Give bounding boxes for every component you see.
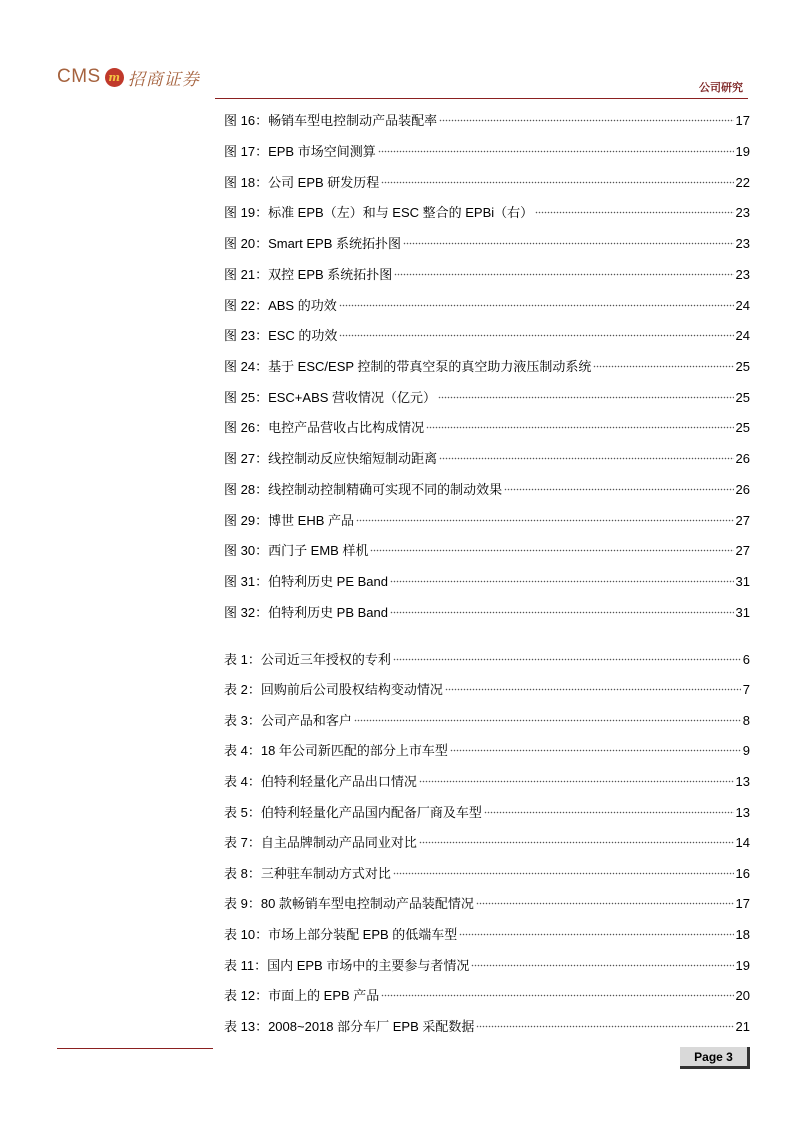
dot-leader (471, 950, 733, 970)
dot-leader (390, 566, 734, 586)
toc-entry-page: 18 (735, 927, 750, 942)
toc-entry-table[interactable] (224, 705, 750, 728)
toc-entry-page: 21 (735, 1019, 750, 1034)
toc-entry-table[interactable] (224, 1011, 750, 1034)
toc-entry-page: 24 (735, 298, 750, 313)
section-label: 公司研究 (699, 82, 743, 94)
logo-latin-text: CMS (57, 66, 101, 87)
toc-entry-label: 表 3：公司产品和客户 (224, 713, 352, 728)
toc-entry-page: 6 (742, 652, 750, 667)
toc-entry-label: 表 11：国内 EPB 市场中的主要参与者情况 (224, 958, 470, 973)
toc-entry-page: 23 (735, 236, 750, 251)
toc-entry-figure[interactable] (224, 228, 750, 251)
toc-entry-table[interactable] (224, 674, 750, 697)
toc-entry-label: 表 7：自主品牌制动产品同业对比 (224, 835, 417, 850)
dot-leader (393, 858, 734, 878)
toc-entry-label: 图 18：公司 EPB 研发历程 (224, 175, 380, 190)
toc-entry-page: 25 (735, 420, 750, 435)
toc-entry-figure[interactable] (224, 167, 750, 190)
toc-entry-label: 图 30：西门子 EMB 样机 (224, 543, 369, 558)
toc-entry-figure[interactable] (224, 566, 750, 589)
toc-entry-page: 16 (735, 866, 750, 881)
dot-leader (439, 443, 733, 463)
toc-entry-figure[interactable] (224, 474, 750, 497)
toc-entry-page: 14 (735, 835, 750, 850)
dot-leader (593, 351, 733, 371)
toc-entry-page: 8 (742, 713, 750, 728)
toc-entry-label: 图 21：双控 EPB 系统拓扑图 (224, 267, 393, 282)
toc-entry-label: 图 28：线控制动控制精确可实现不同的制动效果 (224, 482, 503, 497)
toc-entry-label: 图 25：ESC+ABS 营收情况（亿元） (224, 390, 437, 405)
dot-leader (339, 320, 733, 340)
toc-entry-page: 23 (735, 205, 750, 220)
toc-entry-table[interactable] (224, 735, 750, 758)
toc-entry-label: 图 20：Smart EPB 系统拓扑图 (224, 236, 401, 251)
dot-leader (445, 674, 741, 694)
toc-entry-table[interactable] (224, 919, 750, 942)
toc-entry-table[interactable] (224, 827, 750, 850)
toc-entry-label: 表 4：18 年公司新匹配的部分上市车型 (224, 743, 448, 758)
toc-entry-label: 图 24：基于 ESC/ESP 控制的带真空泵的真空助力液压制动系统 (224, 359, 592, 374)
page-number-badge: Page 3 (680, 1047, 750, 1069)
toc-entry-page: 13 (735, 774, 750, 789)
logo-chinese-text: 招商证券 (127, 69, 200, 90)
toc-entry-label: 图 19：标准 EPB（左）和与 ESC 整合的 EPBi（右） (224, 205, 534, 220)
toc-entry-label: 表 5：伯特利轻量化产品国内配备厂商及车型 (224, 805, 482, 820)
toc-entry-label: 图 17：EPB 市场空间测算 (224, 144, 376, 159)
toc-entry-label: 图 31：伯特利历史 PE Band (224, 574, 388, 589)
toc-entry-page: 25 (735, 390, 750, 405)
toc-entry-label: 表 8：三种驻车制动方式对比 (224, 866, 391, 881)
dot-leader (439, 105, 733, 125)
toc-entry-page: 24 (735, 328, 750, 343)
toc-entry-figure[interactable] (224, 505, 750, 528)
toc-entry-label: 表 1：公司近三年授权的专利 (224, 652, 391, 667)
dot-leader (381, 167, 733, 187)
toc-entry-figure[interactable] (224, 535, 750, 558)
dot-leader (393, 644, 741, 664)
toc-entry-table[interactable] (224, 950, 750, 973)
toc-entry-label: 图 22：ABS 的功效 (224, 298, 337, 313)
toc-entry-page: 31 (735, 574, 750, 589)
dot-leader (356, 505, 734, 525)
dot-leader (378, 136, 734, 156)
dot-leader (354, 705, 741, 725)
toc-entry-figure[interactable] (224, 597, 750, 620)
dot-leader (390, 597, 734, 617)
toc-entry-page: 17 (735, 113, 750, 128)
toc-entry-table[interactable] (224, 888, 750, 911)
dot-leader (459, 919, 733, 939)
toc-entry-label: 表 2：回购前后公司股权结构变动情况 (224, 682, 443, 697)
toc-entry-figure[interactable] (224, 259, 750, 282)
toc-entry-page: 7 (742, 682, 750, 697)
toc-entry-table[interactable] (224, 766, 750, 789)
toc-entry-page: 19 (735, 958, 750, 973)
toc-entry-label: 表 4：伯特利轻量化产品出口情况 (224, 774, 417, 789)
toc-entry-label: 表 13：2008~2018 部分车厂 EPB 采配数据 (224, 1019, 475, 1034)
cms-logo (57, 64, 200, 90)
toc-entry-page: 23 (735, 267, 750, 282)
toc-entry-label: 图 32：伯特利历史 PB Band (224, 605, 388, 620)
toc-entry-page: 31 (735, 605, 750, 620)
toc-entry-table[interactable] (224, 858, 750, 881)
toc-entry-figure[interactable] (224, 412, 750, 435)
footer-divider (57, 1048, 213, 1049)
toc-entry-figure[interactable] (224, 443, 750, 466)
dot-leader (419, 766, 734, 786)
toc-entry-figure[interactable] (224, 320, 750, 343)
toc-entry-table[interactable] (224, 980, 750, 1003)
header-divider (215, 98, 748, 99)
toc-entry-label: 图 23：ESC 的功效 (224, 328, 338, 343)
toc-entry-label: 图 29：博世 EHB 产品 (224, 513, 355, 528)
toc-entry-figure[interactable] (224, 351, 750, 374)
toc-entry-page: 27 (735, 513, 750, 528)
dot-leader (426, 412, 733, 432)
dot-leader (476, 888, 734, 908)
toc-entry-page: 13 (735, 805, 750, 820)
logo-mark-icon (105, 68, 124, 87)
toc-entry-figure[interactable] (224, 290, 750, 313)
toc-entry-label: 图 26：电控产品营收占比构成情况 (224, 420, 425, 435)
toc-entry-page: 25 (735, 359, 750, 374)
toc-entry-table[interactable] (224, 644, 750, 667)
toc-entry-page: 26 (735, 482, 750, 497)
toc-entry-page: 22 (735, 175, 750, 190)
toc-entry-label: 图 16：畅销车型电控制动产品装配率 (224, 113, 438, 128)
toc-entry-label: 图 27：线控制动反应快缩短制动距离 (224, 451, 438, 466)
toc-entry-figure[interactable] (224, 197, 750, 220)
toc-entry-page: 9 (742, 743, 750, 758)
toc-entry-label: 表 12：市面上的 EPB 产品 (224, 988, 380, 1003)
dot-leader (504, 474, 733, 494)
toc-entry-figure[interactable] (224, 136, 750, 159)
dot-leader (438, 382, 734, 402)
toc-entry-label: 表 9：80 款畅销车型电控制动产品装配情况 (224, 896, 474, 911)
toc-entry-page: 17 (735, 896, 750, 911)
dot-leader (419, 827, 734, 847)
toc-entry-figure[interactable] (224, 382, 750, 405)
dot-leader (403, 228, 734, 248)
dot-leader (370, 535, 733, 555)
toc-entry-page: 19 (735, 144, 750, 159)
dot-leader (484, 797, 734, 817)
dot-leader (450, 735, 741, 755)
toc-entry-page: 20 (735, 988, 750, 1003)
toc-entry-table[interactable] (224, 797, 750, 820)
dot-leader (381, 980, 733, 1000)
dot-leader (476, 1011, 733, 1031)
toc-entry-page: 27 (735, 543, 750, 558)
toc-entry-figure[interactable] (224, 105, 750, 128)
logo-mark-letter: m (108, 70, 121, 84)
dot-leader (339, 290, 734, 310)
dot-leader (535, 197, 733, 217)
toc-entry-page: 26 (735, 451, 750, 466)
toc-entry-label: 表 10：市场上部分装配 EPB 的低端车型 (224, 927, 458, 942)
dot-leader (394, 259, 733, 279)
